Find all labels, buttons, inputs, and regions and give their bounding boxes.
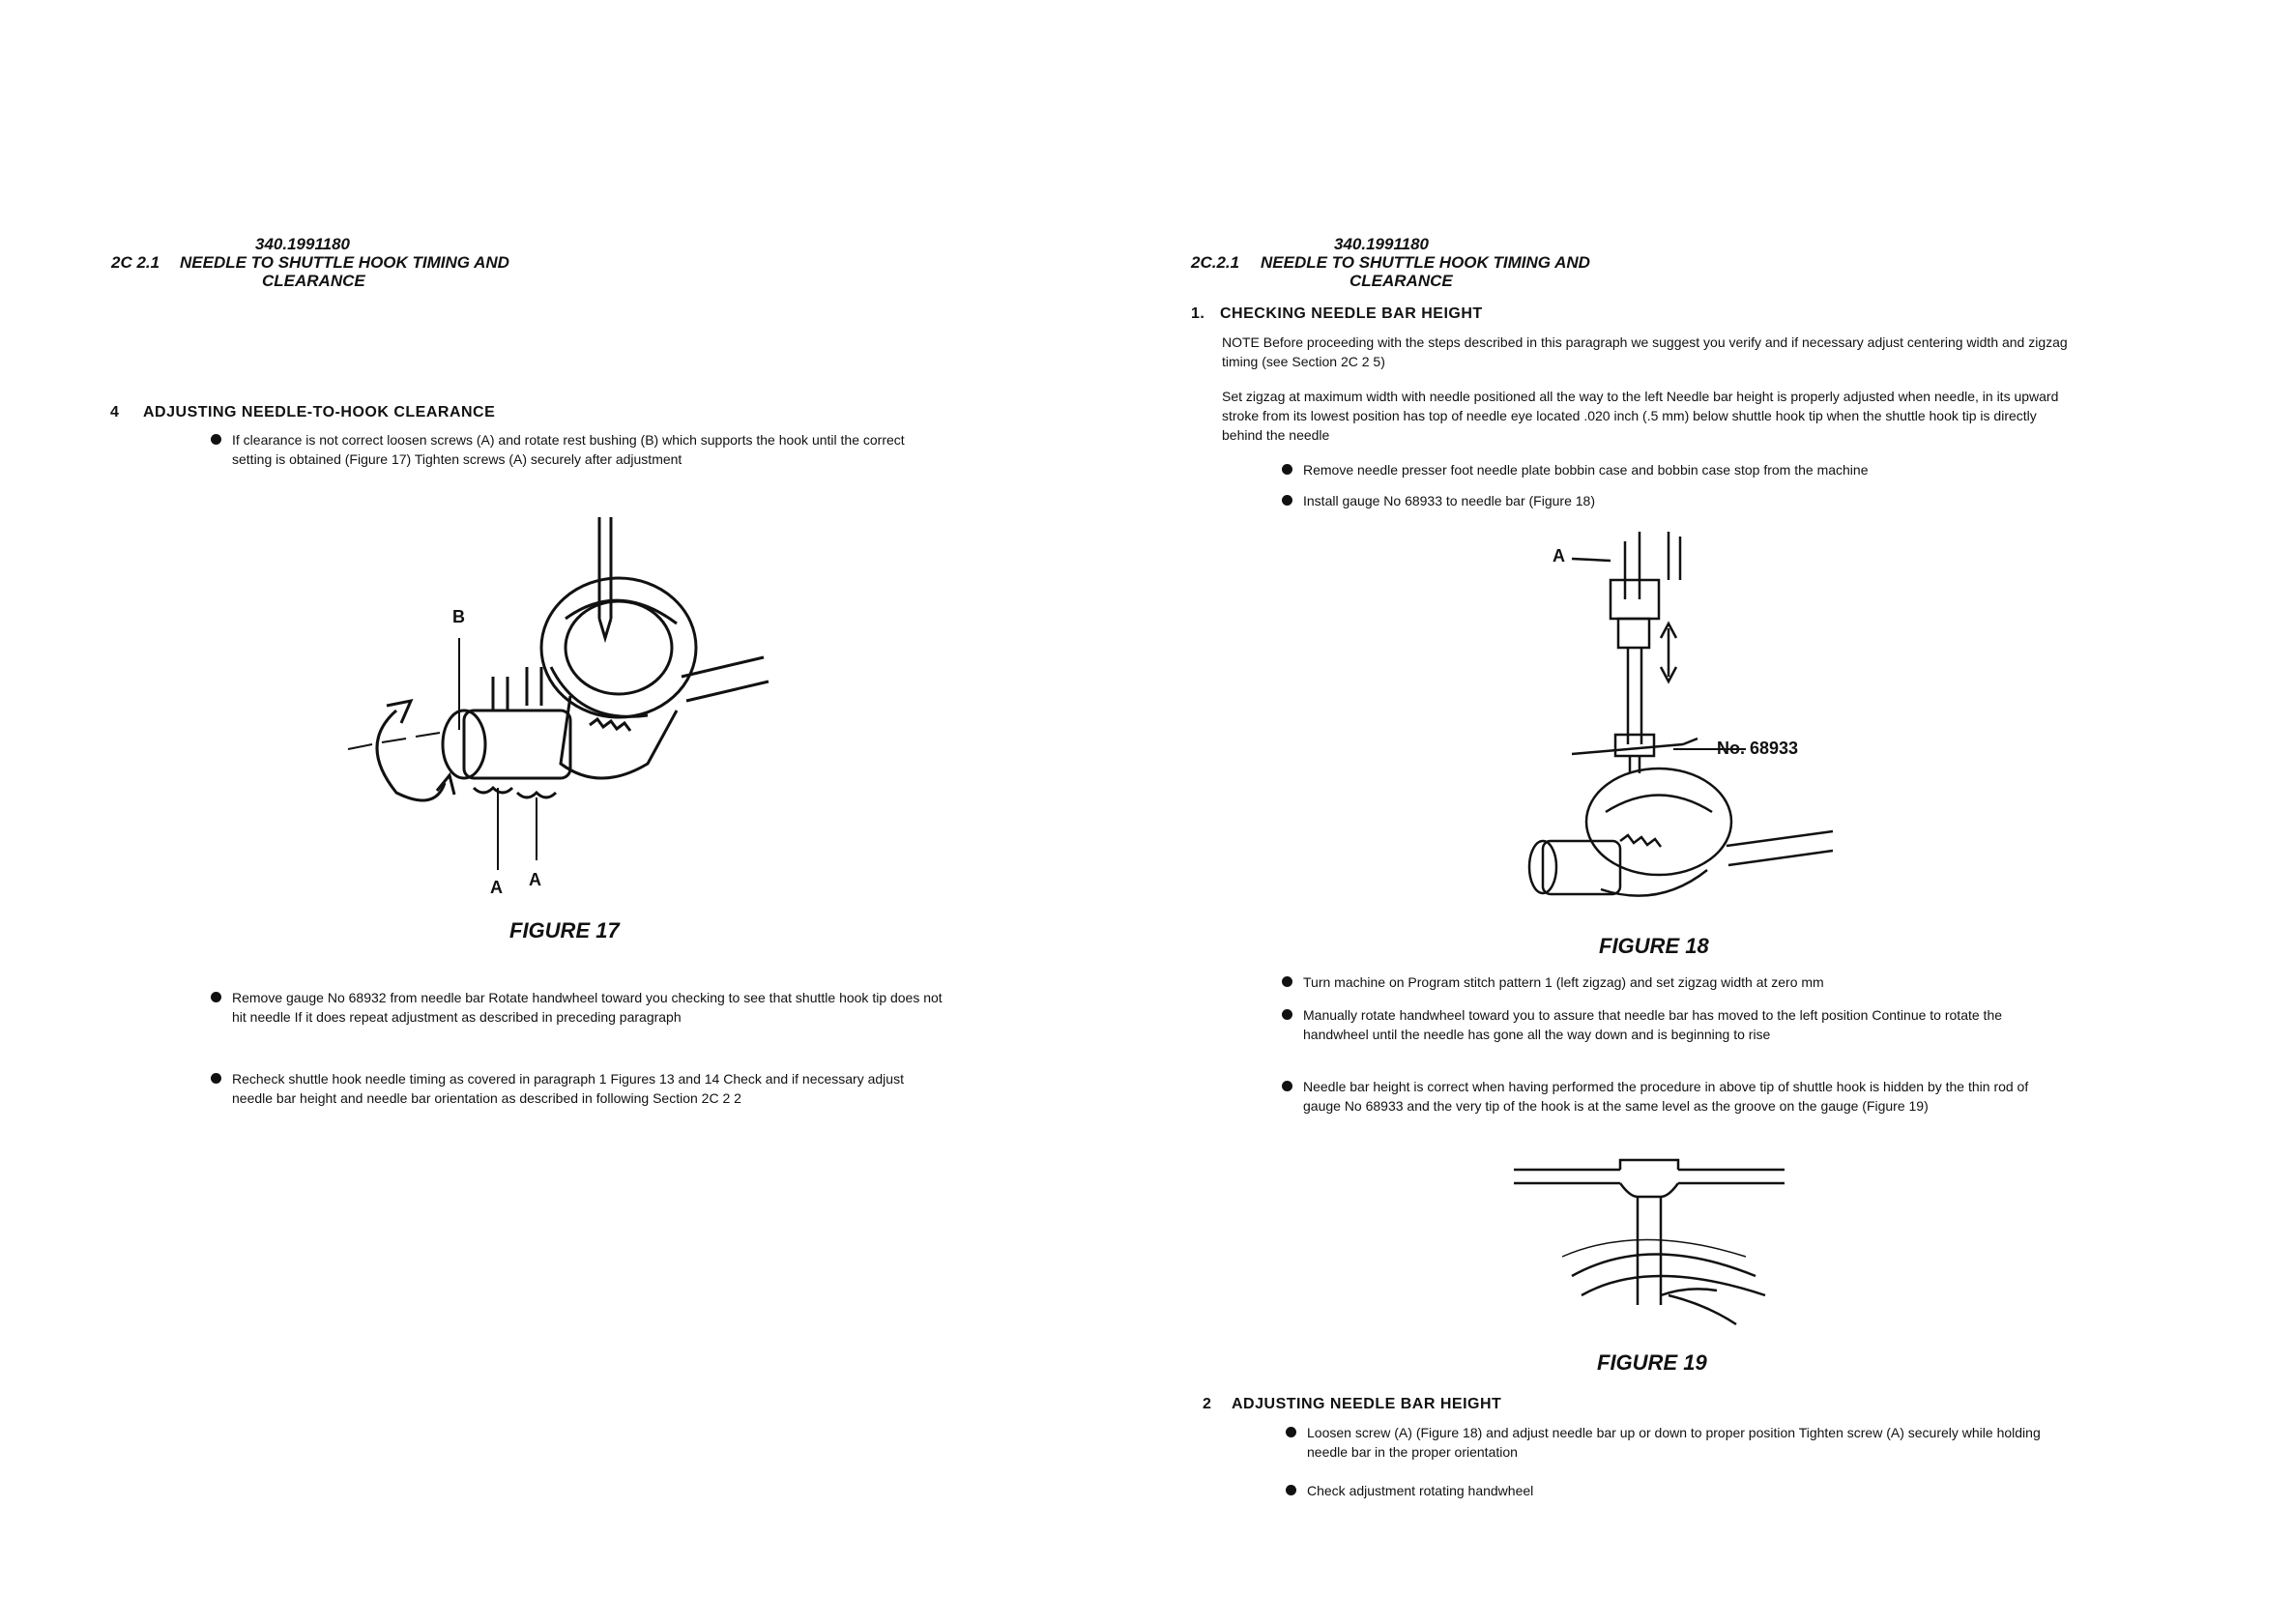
bullet-icon [1282,495,1292,506]
left-page [0,0,1146,1624]
paragraph-text: Set zigzag at maximum width with needle positioned all the way to the left Needle bar height is properly adjusted when needle, in its upward stroke from its lowest position has top of needle eye located .020 inch (.5 mm) below shuttle hook tip when the shuttle hook tip is directly behind the needle [1222,389,2059,443]
section-title [180,253,509,290]
bullet-text: Recheck shuttle hook needle timing as covered in paragraph 1 Figures 13 and 14 Check and if necessary adjust needle bar height and needle bar orientation as described in following Section 2C 2 2 [232,1071,904,1106]
subsection-number: 4 [110,404,120,420]
note-text: NOTE Before proceeding with the steps described in this paragraph we suggest you verify and if necessary adjust centering width and zigzag timing (see Section 2C 2 5) [1222,334,2068,369]
section-title-line2: CLEARANCE [1350,272,1453,290]
figure-18-illustration [1514,522,1833,928]
subsection-title: ADJUSTING NEEDLE-TO-HOOK CLEARANCE [143,404,496,420]
bullet-icon [1282,1081,1292,1091]
bullet-text: Remove gauge No 68932 from needle bar Rotate handwheel toward you checking to see that shuttle hook tip does not hit needle If it does repeat adjustment as described in preceding paragraph [232,990,943,1025]
bullet-text: Needle bar height is correct when having performed the procedure in above tip of shuttle hook is hidden by the thin rod of gauge No 68933 and the very tip of the hook is at the same level as the groove on the gauge (Figure 19) [1303,1079,2029,1114]
section-title-line1: NEEDLE TO SHUTTLE HOOK TIMING AND [1261,253,1590,272]
right-page [1146,0,2293,1624]
bullet-text: If clearance is not correct loosen screws (A) and rotate rest bushing (B) which supports the hook until the correct setting is obtained (Figure 17) Tighten screws (A) securely after adjustment [232,432,905,467]
bullet-text: Install gauge No 68933 to needle bar (Figure 18) [1303,493,1595,508]
bullet-item [211,430,938,469]
bullet-icon [1282,464,1292,475]
section-title [1261,253,1590,290]
bullet-icon [211,434,221,445]
bullet-icon [211,992,221,1002]
bullet-text: Remove needle presser foot needle plate bobbin case and bobbin case stop from the machine [1303,462,1869,478]
figure-caption: FIGURE 18 [1599,934,1709,958]
figure-label-a: A [490,878,503,897]
bullet-item [1282,1005,2057,1044]
bullet-text: Check adjustment rotating handwheel [1307,1483,1534,1498]
figure-label-b: B [452,607,465,626]
section-title-line2: CLEARANCE [262,272,365,290]
bullet-item [1282,460,2076,479]
figure-caption: FIGURE 19 [1597,1350,1707,1375]
figure-label-a: A [529,870,541,889]
bullet-item [211,988,947,1027]
subsection-title: ADJUSTING NEEDLE BAR HEIGHT [1232,1396,1502,1412]
subsection-number: 2 [1203,1396,1212,1412]
bullet-item [1286,1423,2071,1462]
figure-caption: FIGURE 17 [509,918,620,942]
bullet-item [1286,1481,2071,1500]
bullet-item [211,1069,947,1108]
bullet-text: Turn machine on Program stitch pattern 1 (left zigzag) and set zigzag width at zero mm [1303,974,1824,990]
bullet-icon [1286,1485,1296,1495]
doc-code: 340.1991180 [1334,235,1430,253]
figure-19-illustration [1514,1150,1804,1334]
section-title-line1: NEEDLE TO SHUTTLE HOOK TIMING AND [180,253,509,272]
figure-label-gauge: No. 68933 [1717,739,1799,758]
figure-label-a: A [1553,546,1565,566]
figure-17-illustration [329,503,783,909]
section-number: 2C.2.1 [1191,253,1240,272]
subsection-number: 1. [1191,305,1205,322]
bullet-text: Manually rotate handwheel toward you to assure that needle bar has moved to the left position Continue to rotate the handwheel until the needle has gone all the way down and is beginning to rise [1303,1007,2003,1042]
bullet-icon [1286,1427,1296,1437]
bullet-icon [211,1073,221,1084]
bullet-text: Loosen screw (A) (Figure 18) and adjust needle bar up or down to proper position Tighten screw (A) securely while holding needle bar in the proper orientation [1307,1425,2041,1460]
subsection-title: CHECKING NEEDLE BAR HEIGHT [1220,305,1483,322]
bullet-item [1282,972,2057,992]
bullet-icon [1282,1009,1292,1020]
bullet-item [1282,491,2076,510]
bullet-icon [1282,976,1292,987]
section-number: 2C 2.1 [111,253,160,272]
bullet-item [1282,1077,2057,1116]
doc-code: 340.1991180 [255,235,351,253]
